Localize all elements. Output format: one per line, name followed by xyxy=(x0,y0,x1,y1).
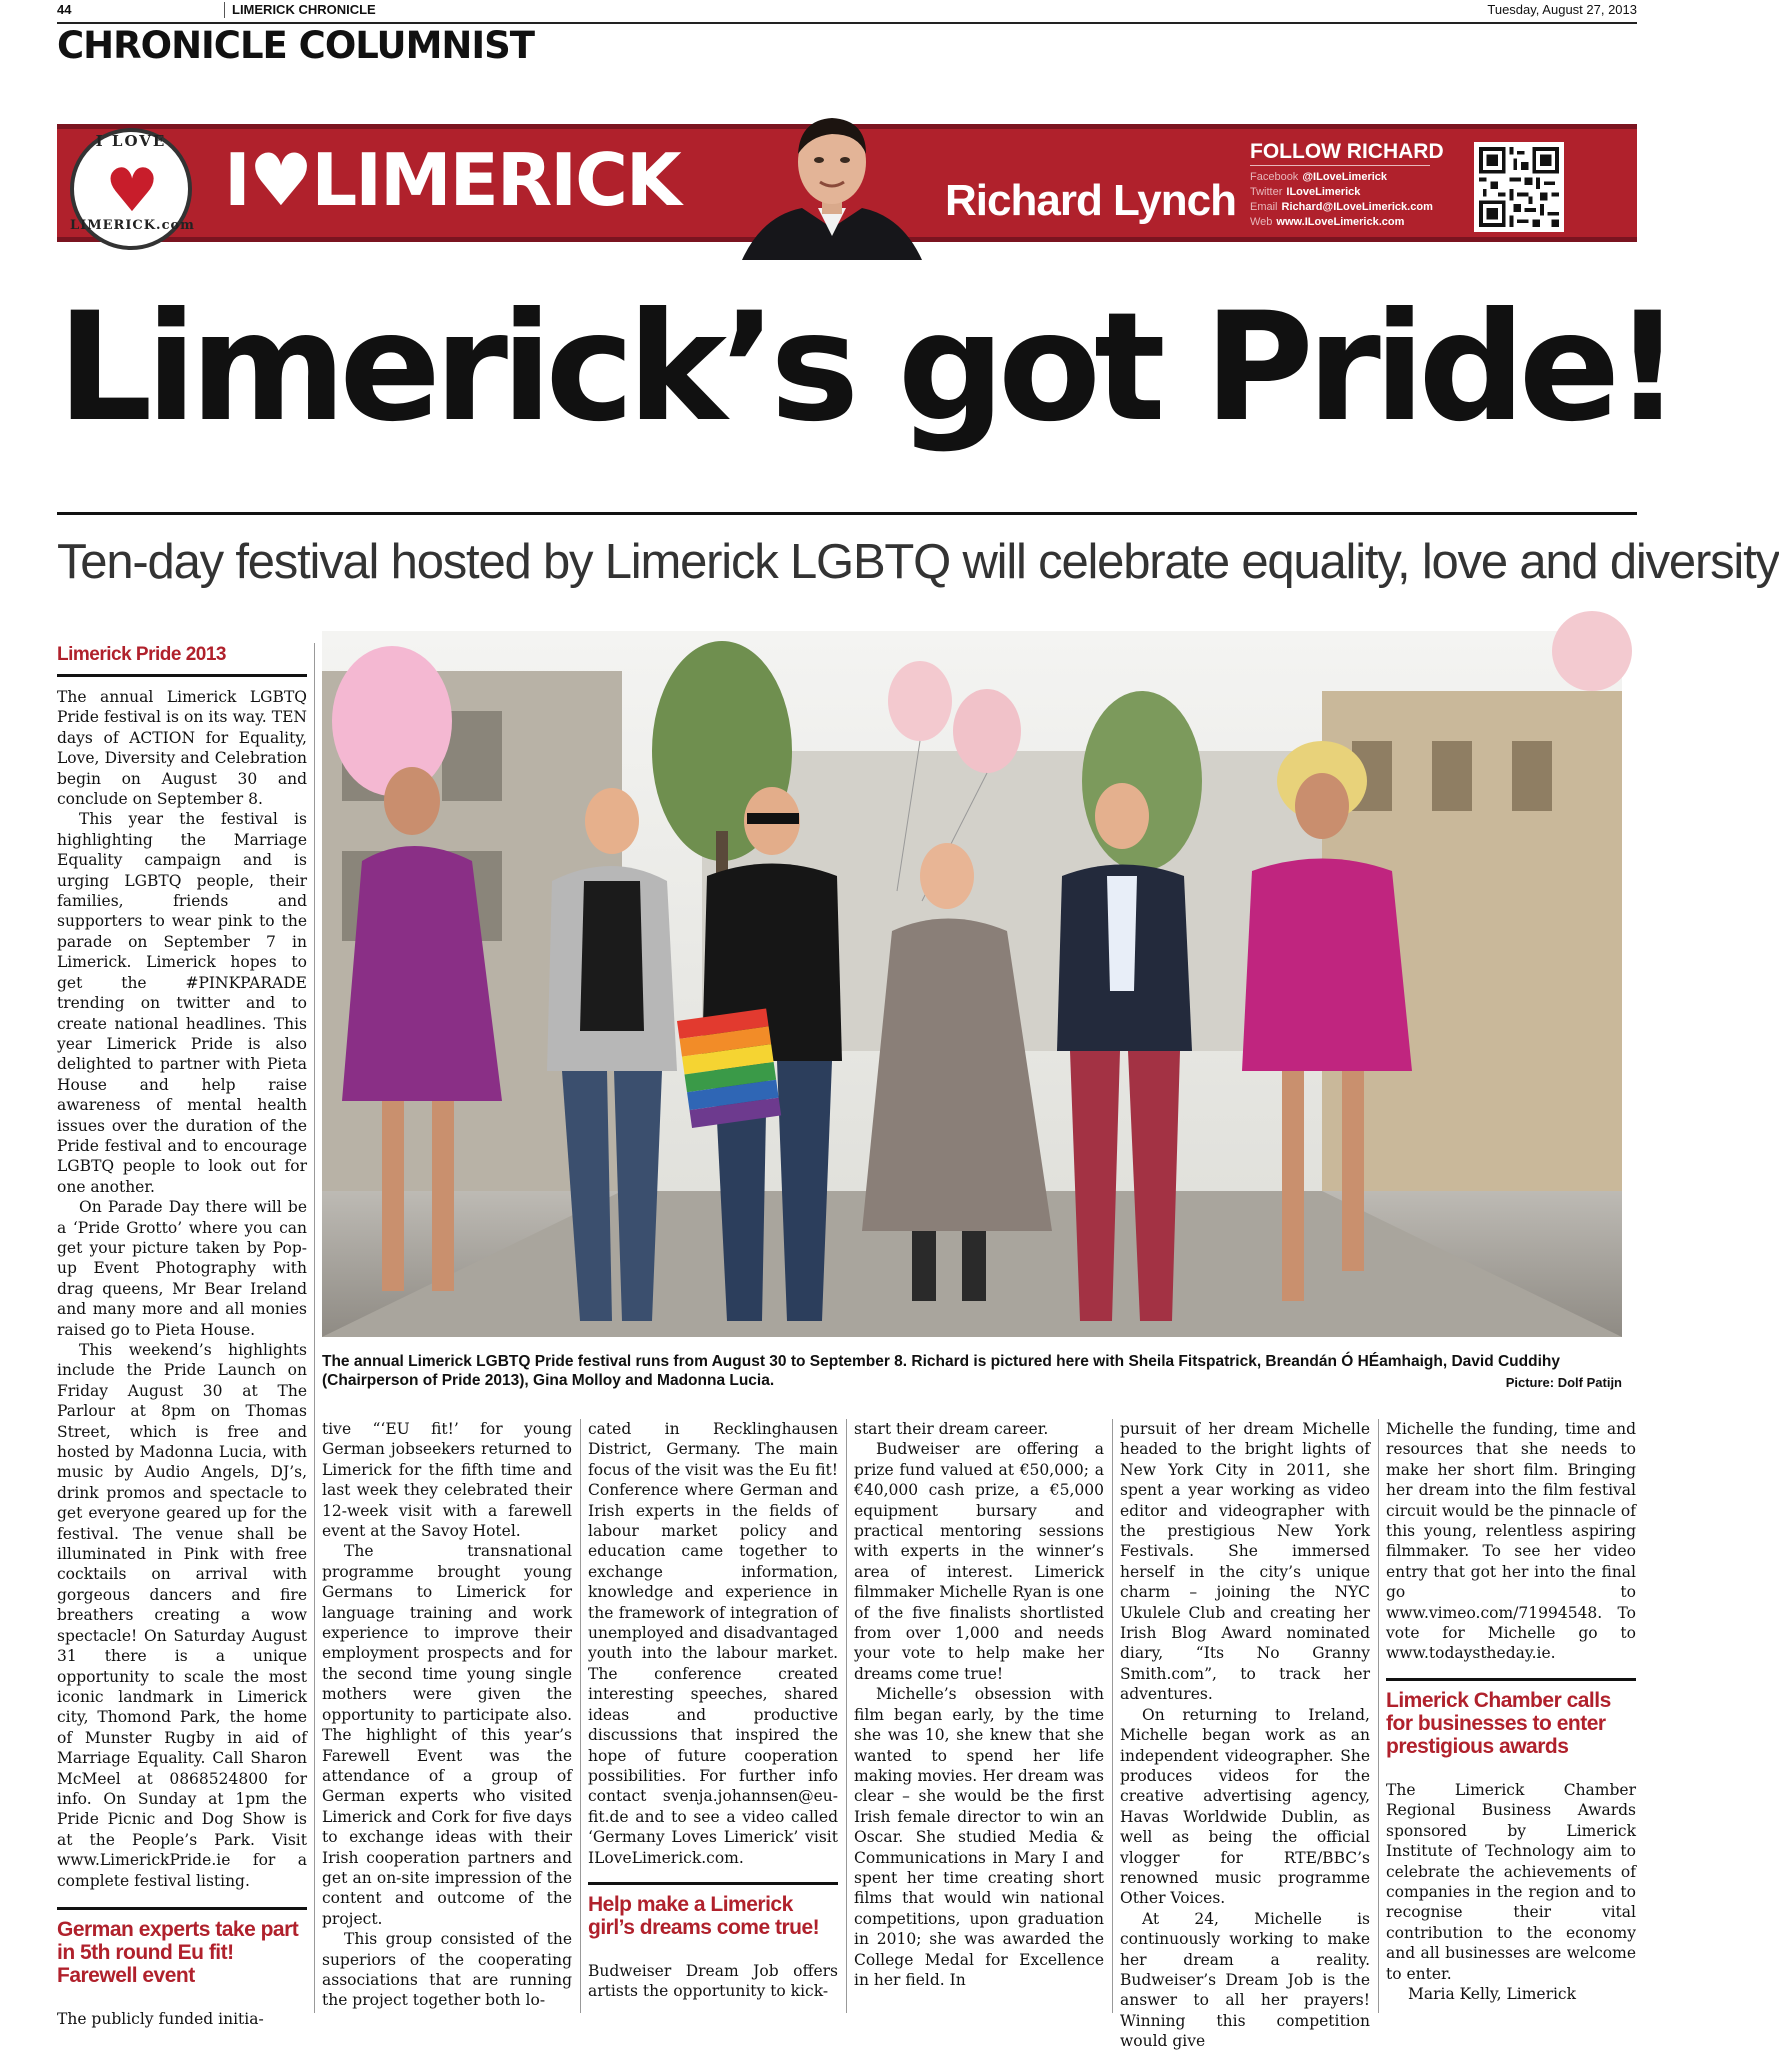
qr-code-icon[interactable] xyxy=(1474,142,1564,232)
follow-heading: FOLLOW RICHARD xyxy=(1250,140,1444,163)
sidebar-subhead: Limerick Pride 2013 xyxy=(57,644,226,665)
paragraph: cated in Recklinghausen District, Germany. The main focus of the visit was the Eu fit! Conference where German and Irish experts in the fields of labour market policy and education came together to exchange information, knowledge and experience in the framework of integration of unemployed and disadvantaged youth into the labour market. The conference created interesting speeches, shared ideas and productive discussions that inspired the hope of future cooperation possibilities. For further info contact svenja.johannsen@eu-fit.de and to see a video called ‘Germany Loves Limerick’ visit ILoveLimerick.com. xyxy=(588,1420,838,1867)
pride-group-photo xyxy=(322,631,1622,1337)
paragraph: This year the festival is highlighting the Marriage Equality campaign and is urging LGBTQ people, their families, friends and supporters to wear pink to the parade on September 7 in Limerick. Limerick hopes to get the #PINKPARADE trending on twitter and to create national headlines. This year Limerick Pride is also delighted to partner with Pieta House and help raise awareness of mental health issues over the duration of the Pride festival and to encourage LGBTQ people to look out for one another. xyxy=(57,810,307,1196)
subhead-eu-fit: German experts take part in 5th round Eu fit! Farewell event xyxy=(57,1917,299,1987)
follow-value: ILoveLimerick xyxy=(1286,186,1361,198)
paragraph: This group consisted of the superiors of the cooperating associations that are running the project together both lo- xyxy=(322,1930,572,2010)
paragraph: The annual Limerick LGBTQ Pride festival is on its way. TEN days of ACTION for Equality, Love, Diversity and Celebration begin on August 30 and conclude on September 8. xyxy=(57,688,307,809)
article-text xyxy=(588,1419,838,1868)
heart-icon: ♥ xyxy=(105,156,159,226)
publication-name: LIMERICK CHRONICLE xyxy=(232,2,376,17)
paragraph: On Parade Day there will be a ‘Pride Grotto’ where you can get your picture taken by Pop-up Event Photography with drag queens, Mr Bear Ireland and many more and all monies raised go to Pieta House. xyxy=(57,1198,307,1339)
paragraph: Budweiser Dream Job offers artists the opportunity to kick- xyxy=(588,1961,838,2001)
paragraph: Michelle the funding, time and resources that she needs to make her short film. Bringing her dream into the film festival circuit would be the pinnacle of this young, relentless aspiring filmmaker. To see her video entry that got her into the final go to www.vimeo.com/71994548. To vote for Michelle go to www.todaystheday.ie. xyxy=(1386,1420,1636,1663)
column-divider xyxy=(1378,1419,1379,2013)
headline-rule xyxy=(57,512,1637,515)
subhead-rule xyxy=(1386,1678,1636,1681)
photo-credit: Picture: Dolf Patijn xyxy=(1505,1375,1622,1390)
follow-label: Facebook xyxy=(1250,171,1299,183)
section-title: CHRONICLE COLUMNIST xyxy=(57,24,535,67)
column-2 xyxy=(322,1419,572,2011)
paragraph: Maria Kelly, Limerick xyxy=(1408,1984,1577,2003)
paragraph: On returning to Ireland, Michelle began work as an independent videographer. She produces videos for the creative advertising agency, Havas Worldwide Dublin, as well as being the official vlogger for RTE/BBC’s renowned music programme Other Voices. xyxy=(1120,1705,1370,1908)
follow-facebook[interactable] xyxy=(1250,171,1387,183)
column-4 xyxy=(854,1419,1104,1990)
follow-label: Email xyxy=(1250,201,1278,213)
follow-web[interactable] xyxy=(1250,216,1404,228)
paragraph: The transnational programme brought young Germans to Limerick for language training and work experience to improve their employment prospects and for the second time young single mothers were given the opportunity to participate also. The highlight of this year’s Farewell Event was the attendance of a group of German experts who visited Limerick and Cork for five days to exchange ideas with their Irish cooperation partners and get an on-site impression of the content and outcome of the project. xyxy=(322,1542,572,1928)
article-text xyxy=(588,1961,838,2002)
follow-email[interactable] xyxy=(1250,201,1433,213)
paragraph: Michelle’s obsession with film began early, by the time she was 10, she knew that she wanted to spend her life making movies. Her dream was clear – she would be the first Irish female director to win an Oscar. She studied Media & Communications in Mary I and spent her time creating short films that would win national competitions, upon graduation in 2010; she was awarded the College Medal for Excellence in her field. In xyxy=(854,1685,1104,1989)
column-divider xyxy=(314,643,315,2013)
column-1 xyxy=(57,643,307,2029)
paragraph: Budweiser are offering a prize fund valued at €50,000; a €40,000 cash prize, a €5,000 equipment bursary and practical mentoring sessions with experts in the winner’s area of interest. Limerick filmmaker Michelle Ryan is one of the five finalists shortlisted from over 1,000 and needs your vote to help make her dreams come true! xyxy=(854,1440,1104,1683)
follow-label: Twitter xyxy=(1250,186,1283,198)
page-number: 44 xyxy=(57,2,72,17)
issue-date: Tuesday, August 27, 2013 xyxy=(1487,2,1637,17)
column-6 xyxy=(1386,1419,1636,2004)
column-divider xyxy=(846,1419,847,2013)
paragraph: The Limerick Chamber Regional Business Awards sponsored by Limerick Institute of Technology aim to celebrate the achievements of companies in the region and to recognise their vital contribution to the economy and all businesses are welcome to enter. xyxy=(1386,1780,1636,1983)
article-text xyxy=(1386,1780,1636,2004)
paragraph: tive “‘EU fit!’ for young German jobseekers returned to Limerick for the fifth time and last week they celebrated their 12-week visit with a farewell event at the Savoy Hotel. xyxy=(322,1420,572,1541)
photo-caption: The annual Limerick LGBTQ Pride festival runs from August 30 to September 8. Richard is pictured here with Sheila Fitspatrick, Breandán Ó HÉamhaigh, David Cuddihy (Chairperson of Pride 2013), Gina Molloy and Madonna Lucia. xyxy=(322,1353,1560,1389)
column-5 xyxy=(1120,1419,1370,2052)
follow-value: @ILoveLimerick xyxy=(1302,171,1388,183)
paragraph: At 24, Michelle is continuously working to make her dream a reality. Budweiser’s Dream Job is the answer to all her prayers! Winning this competition would give xyxy=(1120,1909,1370,2051)
standfirst: Ten-day festival hosted by Limerick LGBTQ will celebrate equality, love and diversity xyxy=(57,535,1779,589)
subhead-rule xyxy=(57,674,307,677)
article-text xyxy=(57,687,307,1891)
article-text xyxy=(57,2009,307,2029)
follow-twitter[interactable] xyxy=(1250,186,1360,198)
subhead-rule xyxy=(588,1882,838,1885)
columnist-portrait xyxy=(732,112,932,260)
follow-rule xyxy=(1250,165,1430,166)
paragraph: This weekend’s highlights include the Pride Launch on Friday August 30 at The Parlour at 8pm on Thomas Street, which is free and hosted by Madonna Lucia, with music by Audio Angels, DJ’s, drink promos and spectacle to get everyone geared up for the festival. The venue shall be illuminated in Pink with free cocktails on arrival with gorgeous dancers and fire breathers creating a wow spectacle! On Saturday August 31 there is a unique opportunity to scale the most iconic landmark in Limerick city, Thomond Park, the home of Munster Rugby in aid of Marriage Equality. Call Sharon McMeel at 0868524800 for info. On Sunday at 1pm the Pride Picnic and Dog Show is at the People’s Park. Visit www.LimerickPride.ie for a complete festival listing. xyxy=(57,1341,307,1890)
subhead-rule xyxy=(57,1907,307,1910)
banner-title: I♥LIMERICK xyxy=(224,138,680,222)
article-text xyxy=(1386,1419,1636,1664)
headline: Limerick’s got Pride! xyxy=(57,281,1675,455)
column-divider xyxy=(580,1419,581,2013)
column-3 xyxy=(588,1419,838,2002)
follow-value: Richard@ILoveLimerick.com xyxy=(1281,201,1433,213)
logo-text-top: I LOVE xyxy=(95,132,167,150)
column-divider xyxy=(1112,1419,1113,2013)
logo-text-bottom: LIMERICK.com xyxy=(70,218,195,233)
paragraph: start their dream career. xyxy=(854,1420,1049,1438)
follow-value: www.ILoveLimerick.com xyxy=(1276,216,1405,228)
subhead-chamber: Limerick Chamber calls for businesses to enter prestigious awards xyxy=(1386,1688,1611,1758)
paragraph: pursuit of her dream Michelle headed to the bright lights of New York City in 2011, she spent a year working as video editor and videographer with the prestigious New York Festivals. She immersed herself in the city’s unique charm – joining the NYC Ukulele Club and creating her Irish Blog Award nominated diary, “Its No Granny Smith.com”, to track her adventures. xyxy=(1120,1420,1370,1704)
subhead-dreams: Help make a Limerick girl’s dreams come true! xyxy=(588,1892,820,1939)
columnist-name: Richard Lynch xyxy=(945,176,1236,225)
follow-label: Web xyxy=(1250,216,1273,228)
folio-divider xyxy=(224,2,225,18)
paragraph: The publicly funded initia- xyxy=(57,2009,264,2028)
